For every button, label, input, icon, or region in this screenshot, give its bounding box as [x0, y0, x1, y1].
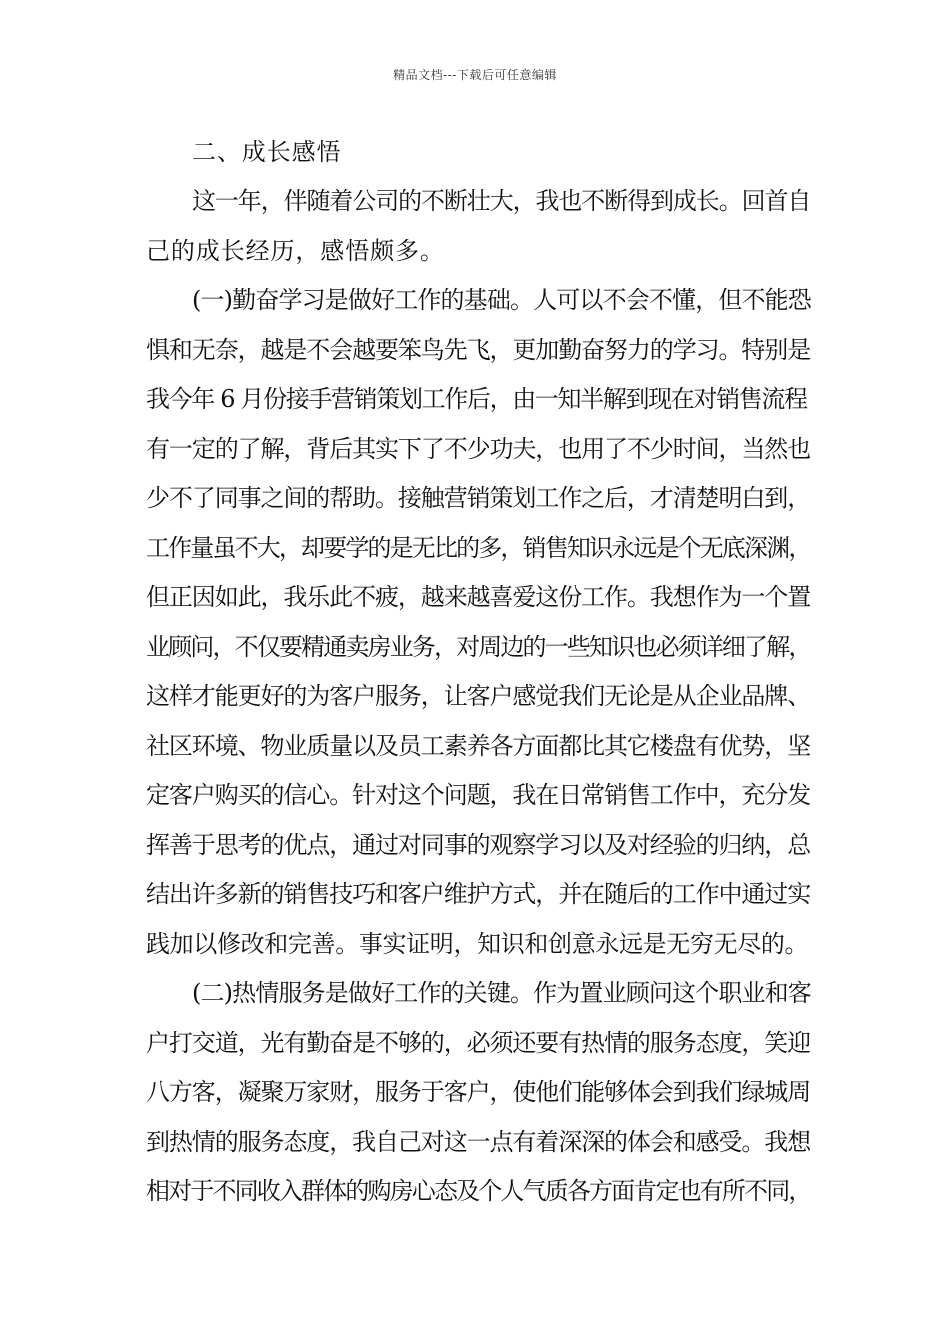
paragraph-line: 惧和无奈，越是不会越要笨鸟先飞，更加勤奋努力的学习。特别是: [146, 336, 811, 364]
paragraph-line: 业顾问，不仅要精通卖房业务，对周边的一些知识也必须详细了解，: [146, 633, 811, 661]
paragraph-line: 挥善于思考的优点，通过对同事的观察学习以及对经验的归纳，总: [146, 831, 811, 859]
page-header: 精品文档---下载后可任意编辑: [393, 68, 557, 82]
paragraph-line: 到热情的服务态度，我自己对这一点有着深深的体会和感受。我想: [146, 1128, 811, 1156]
paragraph-line: 定客户购买的信心。针对这个问题，我在日常销售工作中，充分发: [146, 781, 811, 809]
paragraph-line: 相对于不同收入群体的购房心态及个人气质各方面肯定也有所不同，: [146, 1177, 811, 1205]
paragraph-line: (二)热情服务是做好工作的关键。作为置业顾问这个职业和客: [192, 979, 811, 1007]
paragraph-line: (一)勤奋学习是做好工作的基础。人可以不会不懂，但不能恐: [192, 286, 811, 314]
paragraph-line: 结出许多新的销售技巧和客户维护方式，并在随后的工作中通过实: [146, 880, 811, 908]
paragraph-line: 我今年 6 月份接手营销策划工作后，由一知半解到现在对销售流程: [146, 385, 807, 413]
paragraph-line: 少不了同事之间的帮助。接触营销策划工作之后，才清楚明白到，: [146, 484, 811, 512]
paragraph-line: 户打交道，光有勤奋是不够的，必须还要有热情的服务态度，笑迎: [146, 1029, 811, 1057]
paragraph-line: 践加以修改和完善。事实证明，知识和创意永远是无穷无尽的。: [146, 930, 809, 958]
paragraph-line: 工作量虽不大，却要学的是无比的多，销售知识永远是个无底深渊，: [146, 534, 811, 562]
paragraph-line: 这一年，伴随着公司的不断壮大，我也不断得到成长。回首自: [192, 187, 811, 215]
paragraph-line: 社区环境、物业质量以及员工素养各方面都比其它楼盘有优势，坚: [146, 732, 811, 760]
paragraph-line: 但正因如此，我乐此不疲，越来越喜爱这份工作。我想作为一个置: [146, 583, 811, 611]
paragraph-line: 有一定的了解，背后其实下了不少功夫，也用了不少时间，当然也: [146, 435, 811, 463]
paragraph-line: 八方客，凝聚万家财，服务于客户，使他们能够体会到我们绿城周: [146, 1078, 811, 1106]
section-heading: 二、成长感悟: [192, 138, 342, 166]
paragraph-line: 这样才能更好的为客户服务，让客户感觉我们无论是从企业品牌、: [146, 682, 811, 710]
paragraph-line: 己的成长经历，感悟颇多。: [146, 237, 445, 265]
